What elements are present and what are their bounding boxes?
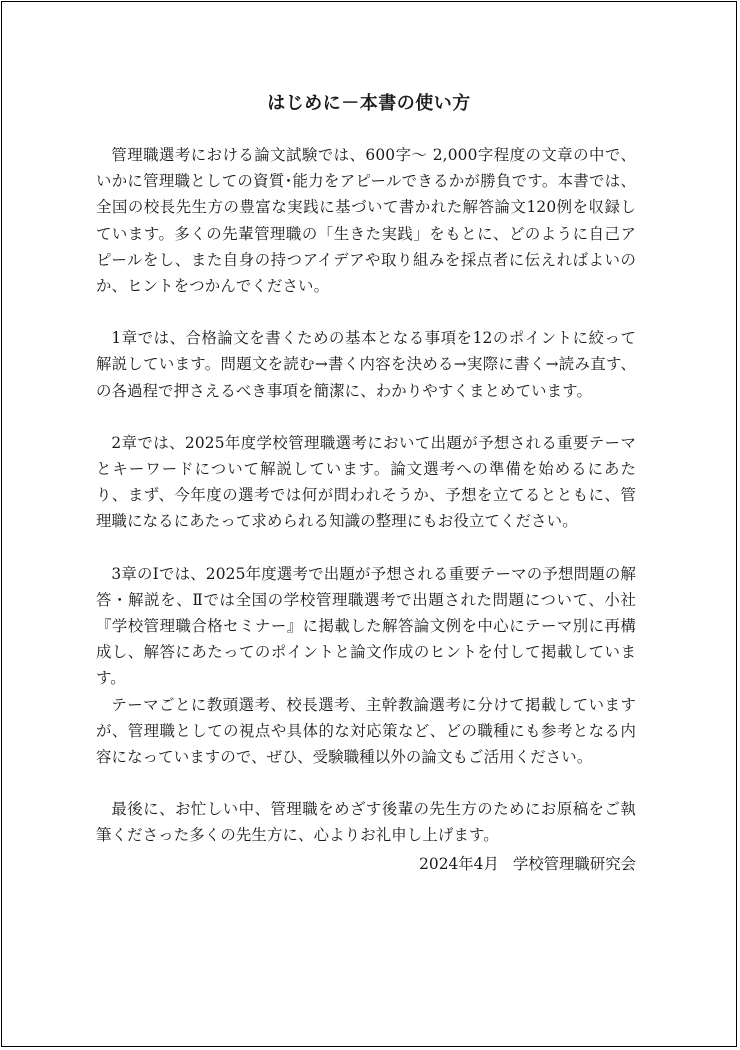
paragraph-chapter-3: 3章のⅠでは、2025年度選考で出題が予想される重要テーマの予想問題の解答・解説を、Ⅱでは全国の学校管理職選考で出題された問題について、小社『学校管理職合格セミナー』に掲載した解答論文例を中心にテーマ別に再構成し、解答にあたってのポイントと論文作成のヒントを付して掲載しています。 bbox=[96, 564, 636, 688]
paragraph-chapter-1: 1章では、合格論文を書くための基本となる事項を12のポイントに絞って解説しています。問題文を読む→書く内容を決める→実際に書く→読み直す、の各過程で押さえるべき事項を簡潔に、わかりやすくまとめています。 bbox=[96, 329, 636, 400]
signature-date: 2024年4月 bbox=[419, 854, 499, 873]
page-title: はじめに－本書の使い方 bbox=[267, 93, 471, 114]
document-page bbox=[1, 1, 737, 1047]
signature-author: 学校管理職研究会 bbox=[512, 854, 636, 873]
paragraph-chapter-3-note: テーマごとに教頭選考、校長選考、主幹教論選考に分けて掲載していますが、管理職としての視点や具体的な対応策など、どの職種にも参考となる内容になっていますので、ぜひ、受験職種以外の論文もご活用ください。 bbox=[96, 695, 636, 767]
document-body bbox=[96, 142, 636, 877]
signature bbox=[96, 851, 636, 877]
paragraph-intro: 管理職選考における論文試験では、600字～ 2,000字程度の文章の中で、いかに管理職としての資質･能力をアピールできるかが勝負です。本書では、全国の校長先生方の豊富な実践に基づいて書かれた解答論文120例を収録しています。多くの先輩管理職の「生きた実践」をもとに、どのように自己アピールをし、また自身の持つアイデアや取り組みを採点者に伝えればよいのか、ヒントをつかんでください。 bbox=[96, 146, 636, 296]
paragraph-closing: 最後に、お忙しい中、管理職をめざす後輩の先生方のためにお原稿をご執筆くださった多くの先生方に、心よりお礼申し上げます。 bbox=[96, 800, 636, 845]
paragraph-chapter-2: 2章では、2025年度学校管理職選考において出題が予想される重要テーマとキーワードについて解説しています。論文選考への準備を始めるにあたり、まず、今年度の選考では何が問われそうか、予想を立てるとともに、管理職になるにあたって求められる知識の整理にもお役立てください。 bbox=[96, 433, 636, 531]
